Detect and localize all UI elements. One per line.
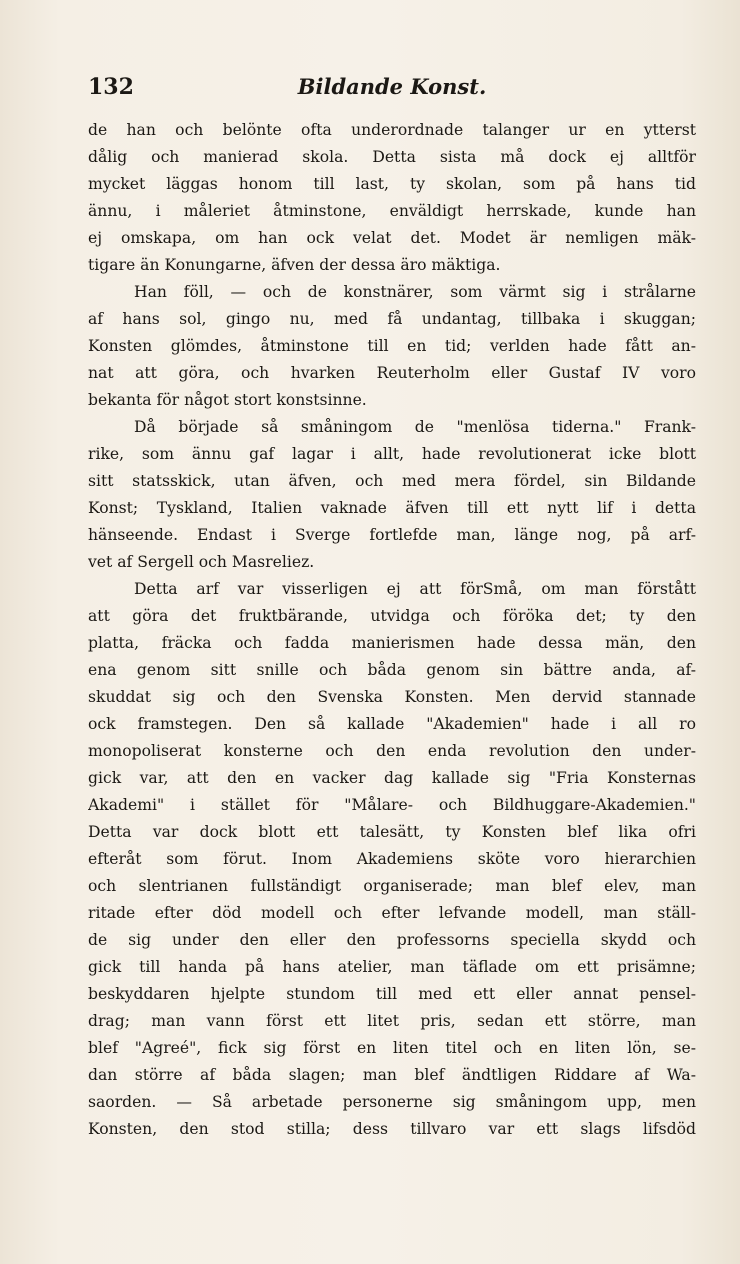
text-line: sitt statsskick, utan äfven, och med mera fördel, sin Bildande: [88, 472, 696, 490]
text-line: blef "Agreé", fick sig först en liten titel och en liten lön, se-: [88, 1039, 696, 1057]
text-line: skuddat sig och den Svenska Konsten. Men dervid stannade: [88, 688, 696, 706]
text-line: ritade efter död modell och efter lefvande modell, man ställ-: [88, 904, 696, 922]
body-text: [88, 117, 696, 1143]
text-line: beskyddaren hjelpte stundom till med ett eller annat pensel-: [88, 985, 696, 1003]
text-line: de sig under den eller den professorns speciella skydd och: [88, 931, 696, 949]
text-line: platta, fräcka och fadda manierismen hade dessa män, den: [88, 634, 696, 652]
text-line: gick till handa på hans atelier, man täflade om ett prisämne;: [88, 958, 696, 976]
text-line: hänseende. Endast i Sverge fortlefde man, länge nog, på arf-: [88, 526, 696, 544]
text-line: Konsten, den stod stilla; dess tillvaro var ett slags lifsdöd: [88, 1120, 696, 1138]
page-header: [88, 74, 696, 114]
text-line: Han föll, — och de konstnärer, som värmt sig i strålarne: [134, 283, 696, 301]
text-line: de han och belönte ofta underordnade talanger ur en ytterst: [88, 121, 696, 139]
text-line: Konsten glömdes, åtminstone till en tid; verlden hade fått an-: [88, 337, 696, 355]
text-line: monopoliserat konsterne och den enda revolution den under-: [88, 742, 696, 760]
text-line: dålig och manierad skola. Detta sista må dock ej alltför: [88, 148, 696, 166]
text-line: och slentrianen fullständigt organiserade; man blef elev, man: [88, 877, 696, 895]
text-line: bekanta för något stort konstsinne.: [88, 391, 367, 409]
text-line: dan större af båda slagen; man blef ändtligen Riddare af Wa-: [88, 1066, 696, 1084]
text-line: drag; man vann först ett litet pris, sedan ett större, man: [88, 1012, 696, 1030]
running-head: Bildande Konst.: [297, 74, 487, 99]
text-line: rike, som ännu gaf lagar i allt, hade revolutionerat icke blott: [88, 445, 696, 463]
text-line: ej omskapa, om han ock velat det. Modet är nemligen mäk-: [88, 229, 696, 247]
text-line: Då började så småningom de "menlösa tiderna." Frank-: [134, 418, 696, 436]
text-line: att göra det fruktbärande, utvidga och föröka det; ty den: [88, 607, 696, 625]
text-line: mycket läggas honom till last, ty skolan, som på hans tid: [88, 175, 696, 193]
text-line: ännu, i måleriet åtminstone, enväldigt herrskade, kunde han: [88, 202, 696, 220]
text-line: efteråt som förut. Inom Akademiens sköte voro hierarchien: [88, 850, 696, 868]
text-line: Detta arf var visserligen ej att förSmå, om man förstått: [134, 580, 696, 598]
text-line: vet af Sergell och Masreliez.: [88, 553, 315, 571]
text-line: tigare än Konungarne, äfven der dessa äro mäktiga.: [88, 256, 501, 274]
text-line: af hans sol, gingo nu, med få undantag, tillbaka i skuggan;: [88, 310, 696, 328]
page-number: 132: [88, 74, 134, 100]
text-line: Akademi" i stället för "Målare- och Bildhuggare-Akademien.": [88, 796, 696, 814]
text-line: Detta var dock blott ett talesätt, ty Konsten blef lika ofri: [88, 823, 696, 841]
text-line: nat att göra, och hvarken Reuterholm eller Gustaf IV voro: [88, 364, 696, 382]
text-line: ena genom sitt snille och båda genom sin bättre anda, af-: [88, 661, 696, 679]
text-line: gick var, att den en vacker dag kallade sig "Fria Konsternas: [88, 769, 696, 787]
text-line: Konst; Tyskland, Italien vaknade äfven till ett nytt lif i detta: [88, 499, 696, 517]
text-line: ock framstegen. Den så kallade "Akademien" hade i all ro: [88, 715, 696, 733]
text-line: saorden. — Så arbetade personerne sig småningom upp, men: [88, 1093, 696, 1111]
